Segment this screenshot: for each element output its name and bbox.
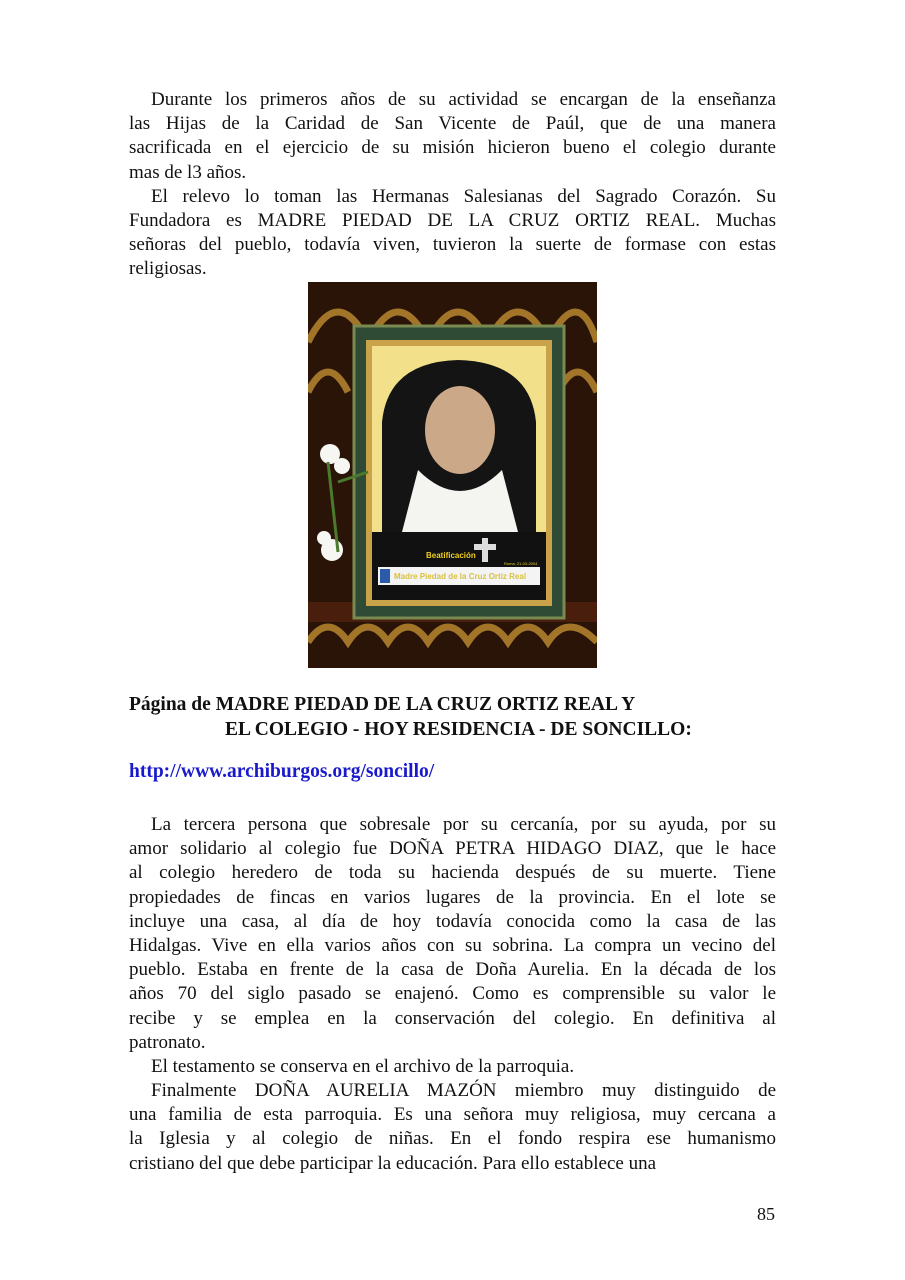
text-line: El testamento se conserva en el archivo de la parroquia. (151, 1055, 575, 1077)
text-line: El relevo lo toman las Hermanas Salesianas del Sagrado Corazón. Su (151, 185, 776, 207)
photo-caption-date: Roma, 21-03-2004 (504, 561, 538, 566)
archiburgos-link[interactable]: http://www.archiburgos.org/soncillo/ (129, 761, 435, 782)
section-heading (129, 692, 692, 742)
text-line: incluye una casa, al día de hoy todavía conocida como la casa de las (129, 910, 776, 932)
portrait-photo (308, 282, 597, 668)
photo-caption-name: Madre Piedad de la Cruz Ortiz Real (394, 572, 527, 581)
text-line: religiosas. (129, 258, 207, 280)
text-line: Durante los primeros años de su actividad se encargan de la enseñanza (151, 89, 776, 110)
text-line: sacrificada en el ejercicio de su misión hicieron bueno el colegio durante (129, 137, 776, 159)
text-line: propiedades de fincas en varios lugares de la provincia. En el lote se (129, 886, 776, 908)
text-line: la Iglesia y al colegio de niñas. En el fondo respira ese humanismo (129, 1128, 776, 1150)
text-line: recibe y se emplea en la conservación del colegio. En definitiva al (129, 1007, 776, 1029)
text-line: patronato. (129, 1031, 206, 1053)
body-text-top (129, 88, 776, 282)
text-line: Hidalgas. Vive en ella varios años con su sobrina. La compra un vecino del (129, 934, 776, 956)
text-line: mas de l3 años. (129, 161, 247, 183)
text-line: amor solidario al colegio fue DOÑA PETRA HIDAGO DIAZ, que le hace (129, 838, 776, 860)
text-line: La tercera persona que sobresale por su cercanía, por su ayuda, por su (151, 814, 776, 835)
text-line: pueblo. Estaba en frente de la casa de Doña Aurelia. En la década de los (129, 959, 776, 981)
body-text-bottom (129, 813, 776, 1176)
text-line: al colegio heredero de toda su hacienda después de su muerte. Tiene (129, 862, 776, 884)
heading-line-2: EL COLEGIO - HOY RESIDENCIA - DE SONCILLO: (225, 719, 692, 740)
text-line: Fundadora es MADRE PIEDAD DE LA CRUZ ORTIZ REAL. Muchas (129, 209, 776, 231)
text-line: años 70 del siglo pasado se enajenó. Como es comprensible su valor le (129, 983, 776, 1005)
heading-line-1: MADRE PIEDAD DE LA CRUZ ORTIZ REAL Y (215, 694, 636, 715)
text-line: las Hijas de la Caridad de San Vicente de Paúl, que de una manera (129, 113, 776, 135)
photo-caption-title: Beatificación (426, 551, 476, 560)
page-number: 85 (757, 1204, 775, 1224)
text-line: señoras del pueblo, todavía viven, tuvieron la suerte de formase con estas (129, 234, 776, 256)
heading-prefix: Página de (129, 694, 216, 715)
text-line: Finalmente DOÑA AURELIA MAZÓN miembro muy distinguido de (151, 1080, 776, 1102)
text-line: una familia de esta parroquia. Es una señora muy religiosa, muy cercana a (129, 1104, 776, 1126)
text-line: cristiano del que debe participar la educación. Para ello establece una (129, 1152, 656, 1174)
